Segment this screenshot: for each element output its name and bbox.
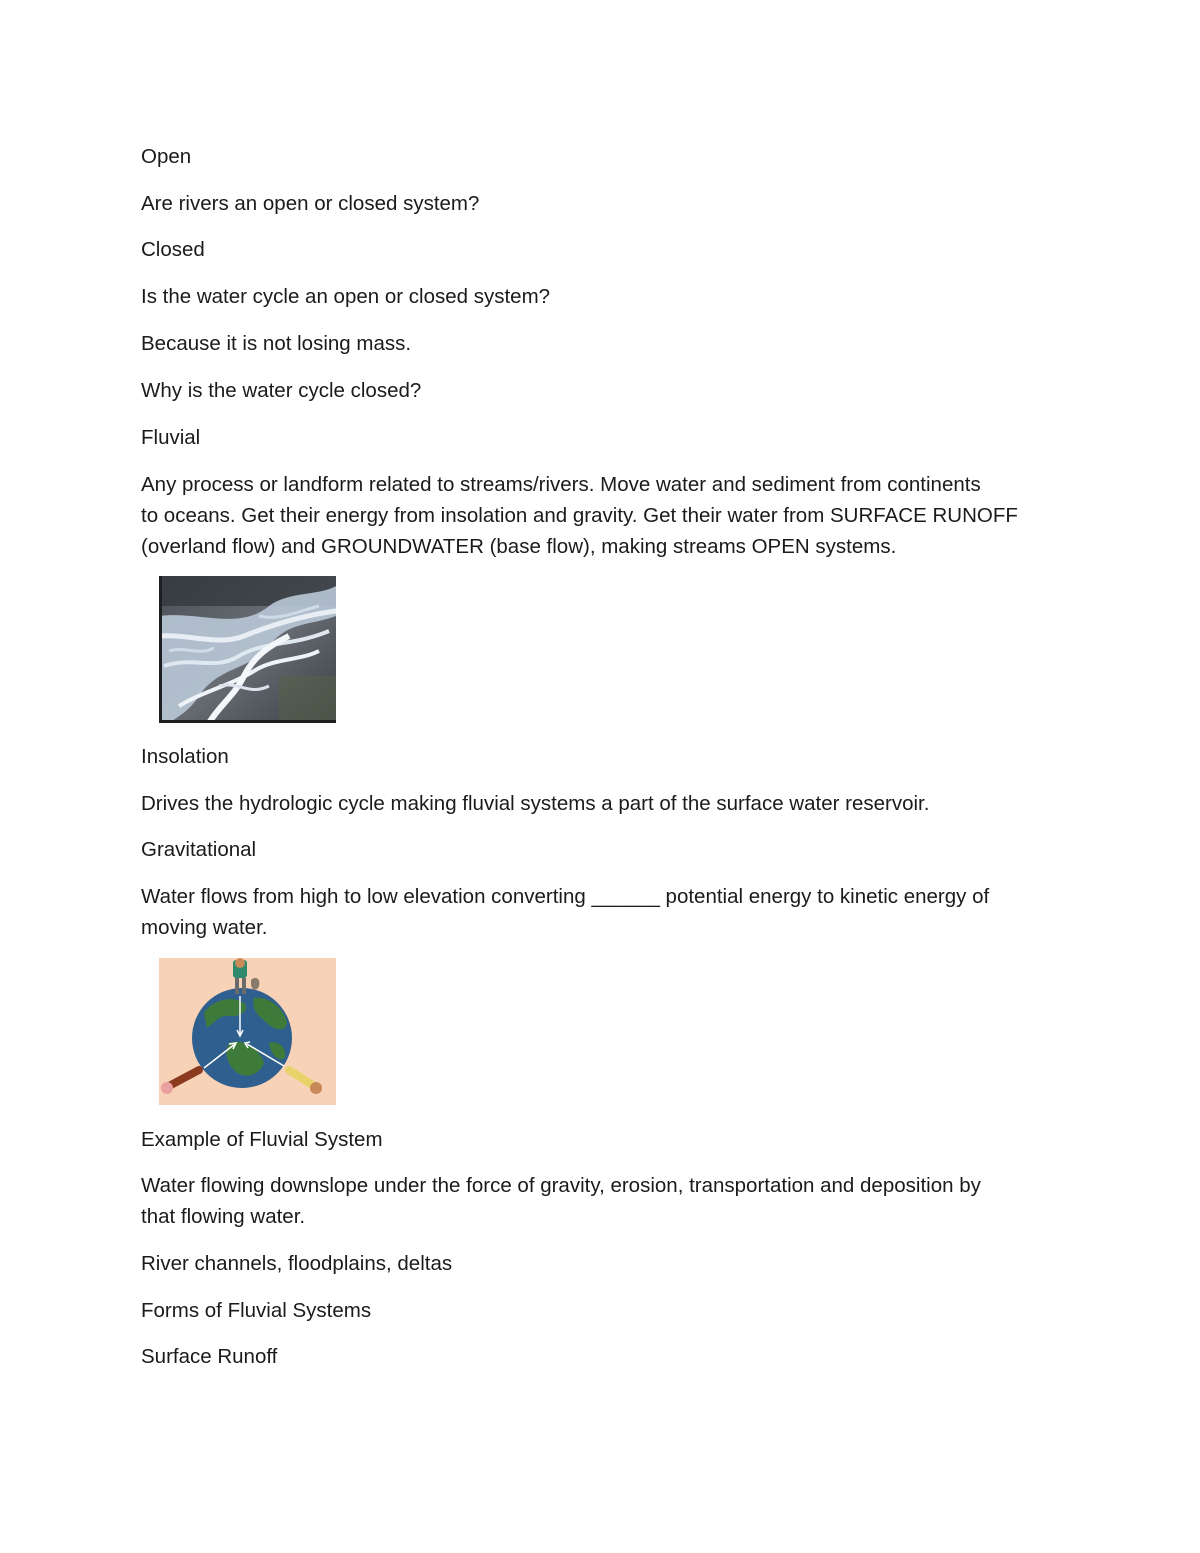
term-insolation: Insolation <box>141 745 229 768</box>
gravitational-definition-line: Water flows from high to low elevation converting ______ potential energy to kinetic energy of <box>141 885 990 908</box>
fluvial-definition-line: Any process or landform related to streams/rivers. Move water and sediment from continents <box>141 473 981 496</box>
example-definition-line: Water flowing downslope under the force of gravity, erosion, transportation and deposition by <box>141 1174 981 1197</box>
question-water-cycle-system: Is the water cycle an open or closed system? <box>141 285 551 308</box>
insolation-definition: Drives the hydrologic cycle making fluvial systems a part of the surface water reservoir. <box>141 792 930 815</box>
term-forms-fluvial-systems: Forms of Fluvial Systems <box>141 1299 372 1322</box>
fluvial-definition-line: to oceans. Get their energy from insolation and gravity. Get their water from SURFACE RUNOFF <box>141 504 1018 527</box>
braided-river-illustration <box>159 576 336 723</box>
term-gravitational: Gravitational <box>141 838 257 861</box>
gravitational-definition-line: moving water. <box>141 916 268 939</box>
gravity-globe-image <box>159 958 336 1105</box>
river-forms-list: River channels, floodplains, deltas <box>141 1252 453 1275</box>
answer-not-losing-mass: Because it is not losing mass. <box>141 332 412 355</box>
term-open: Open <box>141 145 192 168</box>
braided-river-image <box>159 576 336 723</box>
fluvial-definition <box>141 469 1061 562</box>
example-definition-line: that flowing water. <box>141 1205 306 1228</box>
question-why-closed: Why is the water cycle closed? <box>141 379 422 402</box>
fluvial-definition-line: (overland flow) and GROUNDWATER (base flow), making streams OPEN systems. <box>141 535 897 558</box>
question-rivers-system: Are rivers an open or closed system? <box>141 192 480 215</box>
term-fluvial: Fluvial <box>141 426 201 449</box>
example-definition <box>141 1170 1061 1232</box>
term-closed: Closed <box>141 238 205 261</box>
globe-gravity-illustration <box>159 958 336 1105</box>
gravitational-definition <box>141 881 1061 943</box>
term-example-fluvial-system: Example of Fluvial System <box>141 1128 383 1151</box>
term-surface-runoff: Surface Runoff <box>141 1345 278 1368</box>
